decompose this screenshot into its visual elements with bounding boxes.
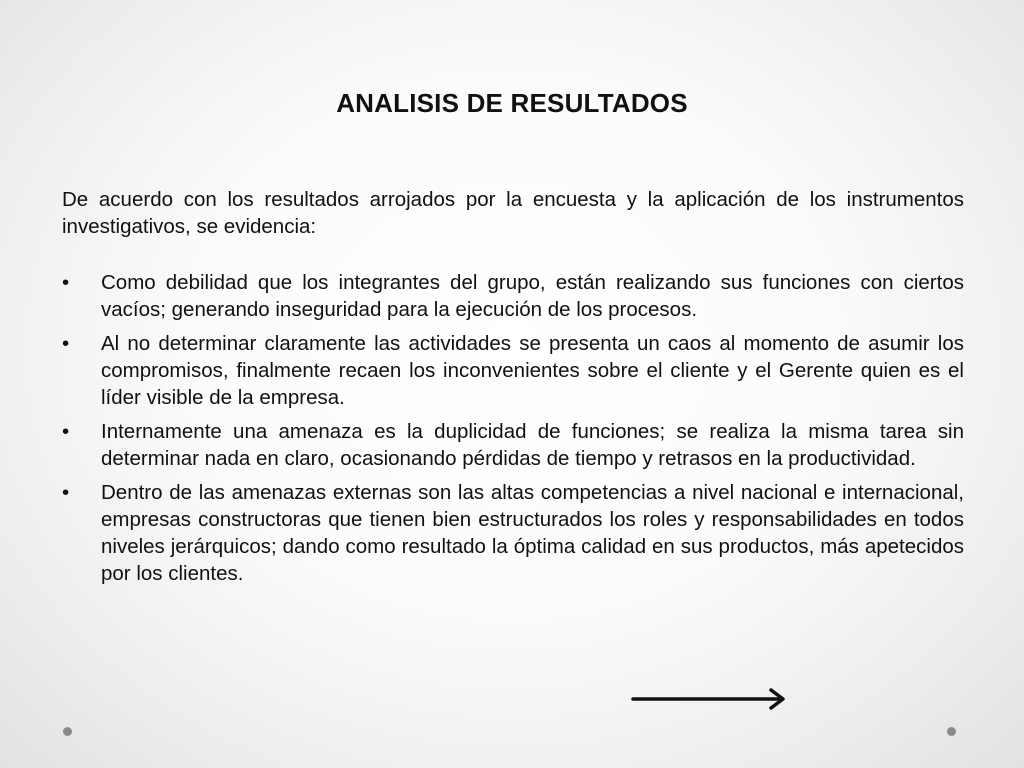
bullet-text: Al no determinar claramente las actividades se presenta un caos al momento de asumir los compromisos, finalmente recaen los inconvenientes sobre el cliente y el Gerente quien es el líder visible de la empresa.	[101, 332, 964, 409]
bullet-dot: •	[62, 420, 70, 443]
bullet-dot: •	[62, 481, 70, 504]
bullet-text: Internamente una amenaza es la duplicidad de funciones; se realiza la misma tarea sin determinar nada en claro, ocasionando pérdidas de tiempo y retrasos en la productividad.	[101, 420, 964, 470]
right-arrow-icon[interactable]	[630, 684, 790, 714]
slide-title: ANALISIS DE RESULTADOS	[336, 88, 688, 118]
list-item	[62, 479, 964, 587]
bullet-text: Como debilidad que los integrantes del grupo, están realizando sus funciones con ciertos vacíos; generando inseguridad para la ejecución de los procesos.	[101, 271, 964, 321]
corner-dot-left	[63, 727, 72, 736]
corner-dot-right	[947, 727, 956, 736]
bullet-text: Dentro de las amenazas externas son las altas competencias a nivel nacional e internacional, empresas constructoras que tienen bien estructurados los roles y responsabilidades en todos niveles jerárquicos; dando como resultado la óptima calidad en sus productos, más apetecidos por los clientes.	[101, 481, 964, 585]
list-item	[62, 330, 964, 411]
list-item	[62, 269, 964, 323]
bullet-list	[62, 269, 964, 587]
bullet-dot: •	[62, 271, 70, 294]
slide-content	[62, 186, 964, 594]
intro-paragraph: De acuerdo con los resultados arrojados por la encuesta y la aplicación de los instrumentos investigativos, se evidencia:	[62, 188, 964, 238]
list-item	[62, 418, 964, 472]
bullet-dot: •	[62, 332, 70, 355]
